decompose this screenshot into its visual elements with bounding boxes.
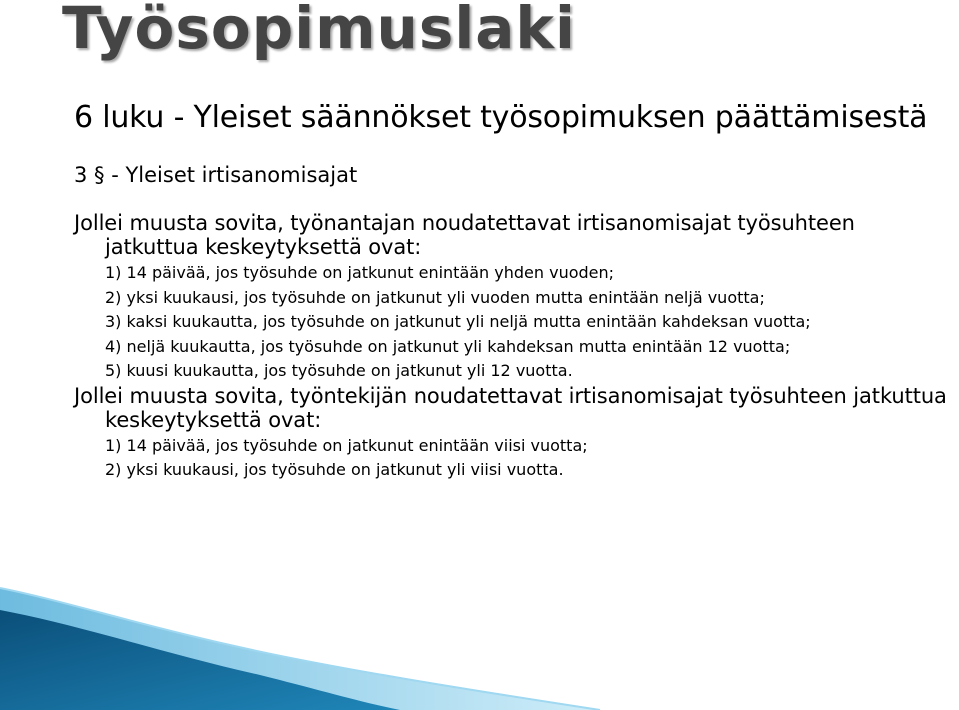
slide-content bbox=[74, 100, 954, 483]
employee-notice-list bbox=[74, 434, 954, 483]
list-item: 1) 14 päivää, jos työsuhde on jatkunut enintään viisi vuotta; bbox=[105, 435, 588, 455]
chapter-heading: 6 luku - Yleiset säännökset työsopimuksen päättämisestä bbox=[74, 100, 928, 135]
section-heading: 3 § - Yleiset irtisanomisajat bbox=[74, 163, 358, 187]
employee-notice-intro: Jollei muusta sovita, työntekijän noudatettavat irtisanomisajat työsuhteen jatkuttua keskeytyksettä ovat: bbox=[74, 383, 947, 432]
list-item: 2) yksi kuukausi, jos työsuhde on jatkunut yli viisi vuotta. bbox=[105, 460, 564, 479]
list-item: 3) kaksi kuukautta, jos työsuhde on jatkunut yli neljä mutta enintään kahdeksan vuotta; bbox=[105, 312, 811, 331]
list-item: 5) kuusi kuukautta, jos työsuhde on jatkunut yli 12 vuotta. bbox=[105, 361, 573, 380]
list-item: 2) yksi kuukausi, jos työsuhde on jatkunut yli vuoden mutta enintään neljä vuotta; bbox=[105, 287, 765, 307]
slide-title: Työsopimuslaki bbox=[62, 0, 576, 62]
list-item: 1) 14 päivää, jos työsuhde on jatkunut enintään yhden vuoden; bbox=[105, 263, 615, 282]
list-item: 4) neljä kuukautta, jos työsuhde on jatkunut yli kahdeksan mutta enintään 12 vuotta; bbox=[105, 336, 791, 356]
employer-notice-list bbox=[74, 261, 954, 384]
decorative-wave-graphic bbox=[0, 570, 959, 710]
employer-notice-intro: Jollei muusta sovita, työnantajan noudatettavat irtisanomisajat työsuhteen jatkuttua keskeytyksettä ovat: bbox=[74, 211, 855, 259]
